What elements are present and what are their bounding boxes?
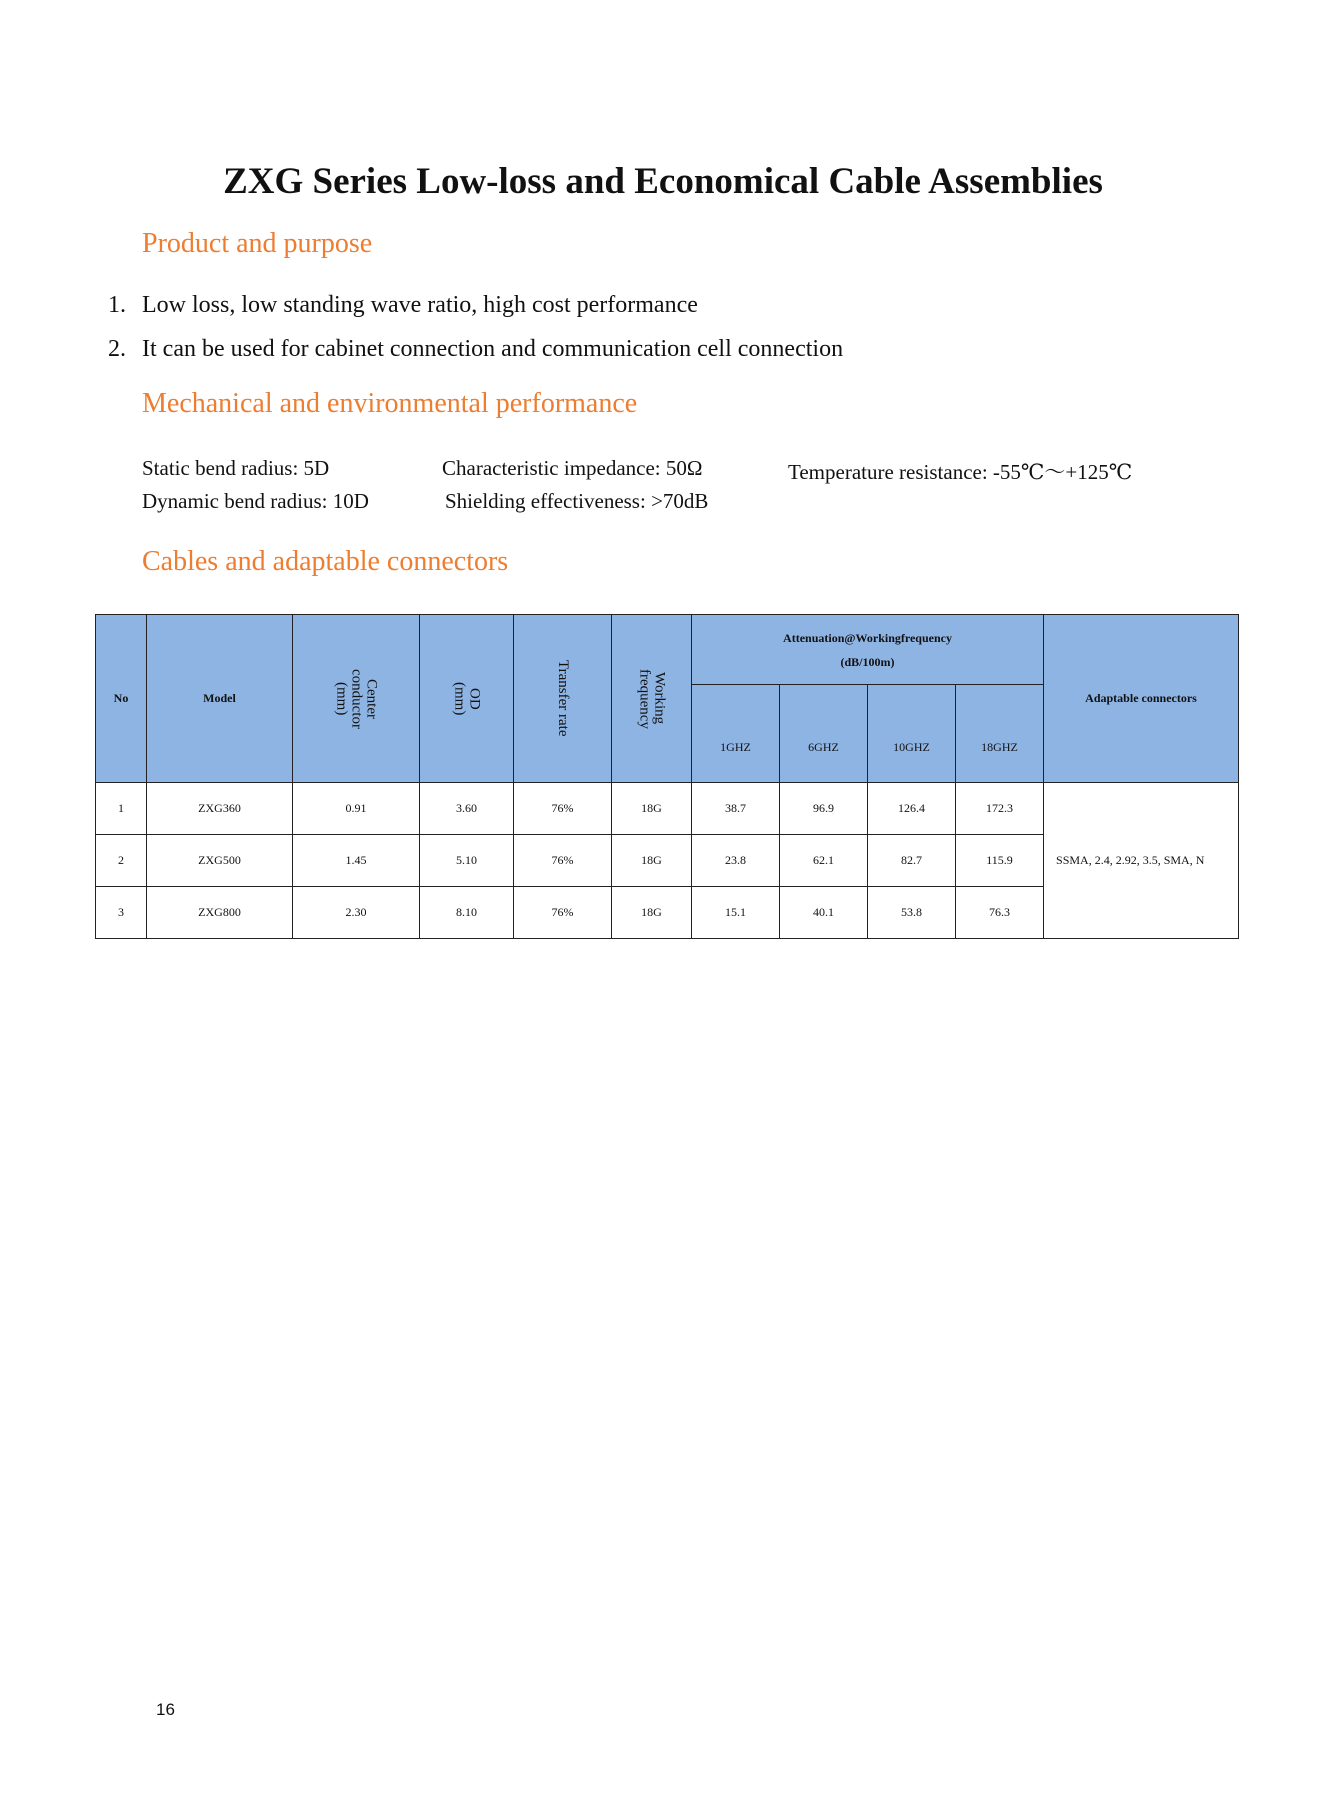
cell-rate: 76% [514, 783, 612, 835]
page-number: 16 [156, 1700, 175, 1719]
header-freq-18ghz: 18GHZ [956, 685, 1044, 783]
cell-att-1ghz: 23.8 [692, 835, 780, 887]
cell-att-6ghz: 40.1 [780, 887, 868, 939]
cell-model: ZXG360 [147, 783, 293, 835]
list-item [108, 292, 843, 336]
header-transfer-rate-label: Transfer rate [555, 660, 571, 737]
cell-rate: 76% [514, 887, 612, 939]
header-freq-6ghz: 6GHZ [780, 685, 868, 783]
cell-od: 3.60 [420, 783, 514, 835]
list-number: 1. [108, 292, 126, 318]
cell-att-10ghz: 82.7 [868, 835, 956, 887]
cell-att-10ghz: 126.4 [868, 783, 956, 835]
cell-freq: 18G [612, 835, 692, 887]
cell-att-6ghz: 62.1 [780, 835, 868, 887]
cell-freq: 18G [612, 783, 692, 835]
header-attenuation-unit: (dB/100m) [840, 654, 895, 669]
header-od [420, 615, 514, 783]
cell-od: 5.10 [420, 835, 514, 887]
list-item [108, 336, 843, 380]
spec-shielding: Shielding effectiveness: >70dB [445, 489, 709, 513]
cell-center: 0.91 [293, 783, 420, 835]
cell-att-1ghz: 15.1 [692, 887, 780, 939]
header-freq-1ghz: 1GHZ [692, 685, 780, 783]
page-title: ZXG Series Low-loss and Economical Cable Assemblies [223, 161, 1103, 202]
table-row [96, 783, 1239, 835]
list-number: 2. [108, 336, 126, 362]
header-od-label: OD (mm) [451, 681, 483, 716]
cell-no: 1 [96, 783, 147, 835]
section-heading-purpose: Product and purpose [142, 228, 373, 259]
cell-att-18ghz: 76.3 [956, 887, 1044, 939]
header-freq-10ghz: 10GHZ [868, 685, 956, 783]
cell-no: 3 [96, 887, 147, 939]
cell-att-10ghz: 53.8 [868, 887, 956, 939]
spec-impedance: Characteristic impedance: 50Ω [442, 456, 703, 480]
cell-od: 8.10 [420, 887, 514, 939]
section-heading-mechanical: Mechanical and environmental performance [142, 388, 638, 419]
cell-connectors: SSMA, 2.4, 2.92, 3.5, SMA, N [1044, 783, 1239, 939]
cell-rate: 76% [514, 835, 612, 887]
spec-dynamic-bend: Dynamic bend radius: 10D [142, 489, 369, 513]
list-text: It can be used for cabinet connection and communication cell connection [142, 336, 844, 362]
header-model: Model [147, 615, 293, 783]
header-attenuation [692, 615, 1044, 685]
cell-center: 2.30 [293, 887, 420, 939]
header-adaptable-connectors: Adaptable connectors [1044, 615, 1239, 783]
cell-model: ZXG800 [147, 887, 293, 939]
cell-freq: 18G [612, 887, 692, 939]
cell-att-6ghz: 96.9 [780, 783, 868, 835]
header-working-frequency [612, 615, 692, 783]
cell-att-18ghz: 115.9 [956, 835, 1044, 887]
cell-no: 2 [96, 835, 147, 887]
purpose-list [108, 292, 843, 380]
header-center-conductor [293, 615, 420, 783]
cell-center: 1.45 [293, 835, 420, 887]
header-working-frequency-label: Working frequency [636, 668, 668, 729]
header-transfer-rate [514, 615, 612, 783]
cell-att-18ghz: 172.3 [956, 783, 1044, 835]
list-text: Low loss, low standing wave ratio, high cost performance [142, 292, 698, 318]
header-attenuation-title: Attenuation@Workingfrequency [783, 630, 952, 645]
cell-att-1ghz: 38.7 [692, 783, 780, 835]
spec-temperature: Temperature resistance: -55℃～+125℃ [788, 460, 1133, 484]
section-heading-cables: Cables and adaptable connectors [142, 546, 509, 577]
header-no: No [96, 615, 147, 783]
cell-model: ZXG500 [147, 835, 293, 887]
cables-table [95, 614, 1239, 939]
spec-static-bend: Static bend radius: 5D [142, 456, 330, 480]
header-center-conductor-label: Center conductor (mm) [333, 668, 380, 729]
